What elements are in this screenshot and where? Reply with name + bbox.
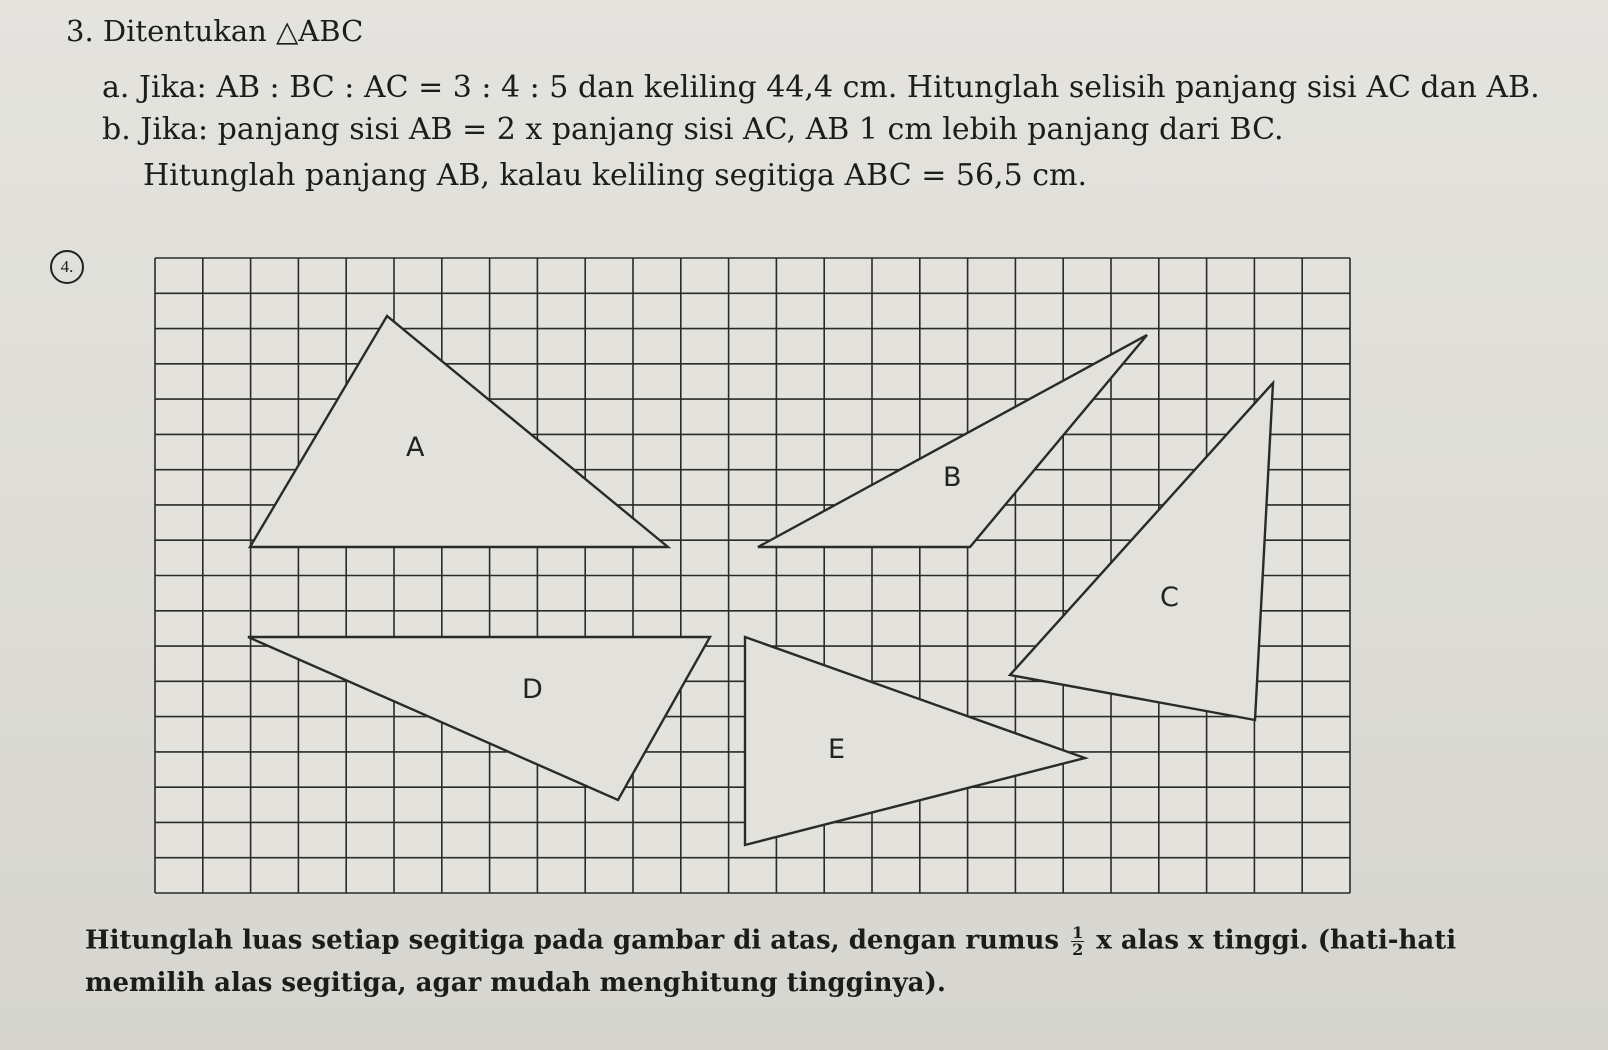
question-3a: a. Jika: AB : BC : AC = 3 : 4 : 5 dan keliling 44,4 cm. Hitunglah selisih panjang sisi AC dan AB. [102,70,1540,105]
triangle-label-a: A [406,432,425,463]
triangle-label-e: E [828,734,846,765]
instruction-line-2: memilih alas segitiga, agar mudah menghitung tingginya). [85,968,946,998]
question-3-number: 3. [66,14,94,48]
one-half-fraction: $\frac{1}{2}$ [1072,923,1084,959]
question-3b-continued: Hitunglah panjang AB, kalau keliling segitiga ABC = 56,5 cm. [143,158,1088,193]
triangle-label-b: B [943,462,962,493]
triangle-label-c: C [1160,582,1179,613]
question-3-title: Ditentukan △ABC [102,14,364,48]
question-4-number: 4. [50,250,84,284]
instruction-line-1: Hitunglah luas setiap segitiga pada gambar di atas, dengan rumus $\frac{1}{2}$ x alas x tinggi. (hati-hati [85,923,1457,959]
question-3b: b. Jika: panjang sisi AB = 2 x panjang sisi AC, AB 1 cm lebih panjang dari BC. [102,112,1284,147]
triangle-label-d: D [522,674,543,705]
